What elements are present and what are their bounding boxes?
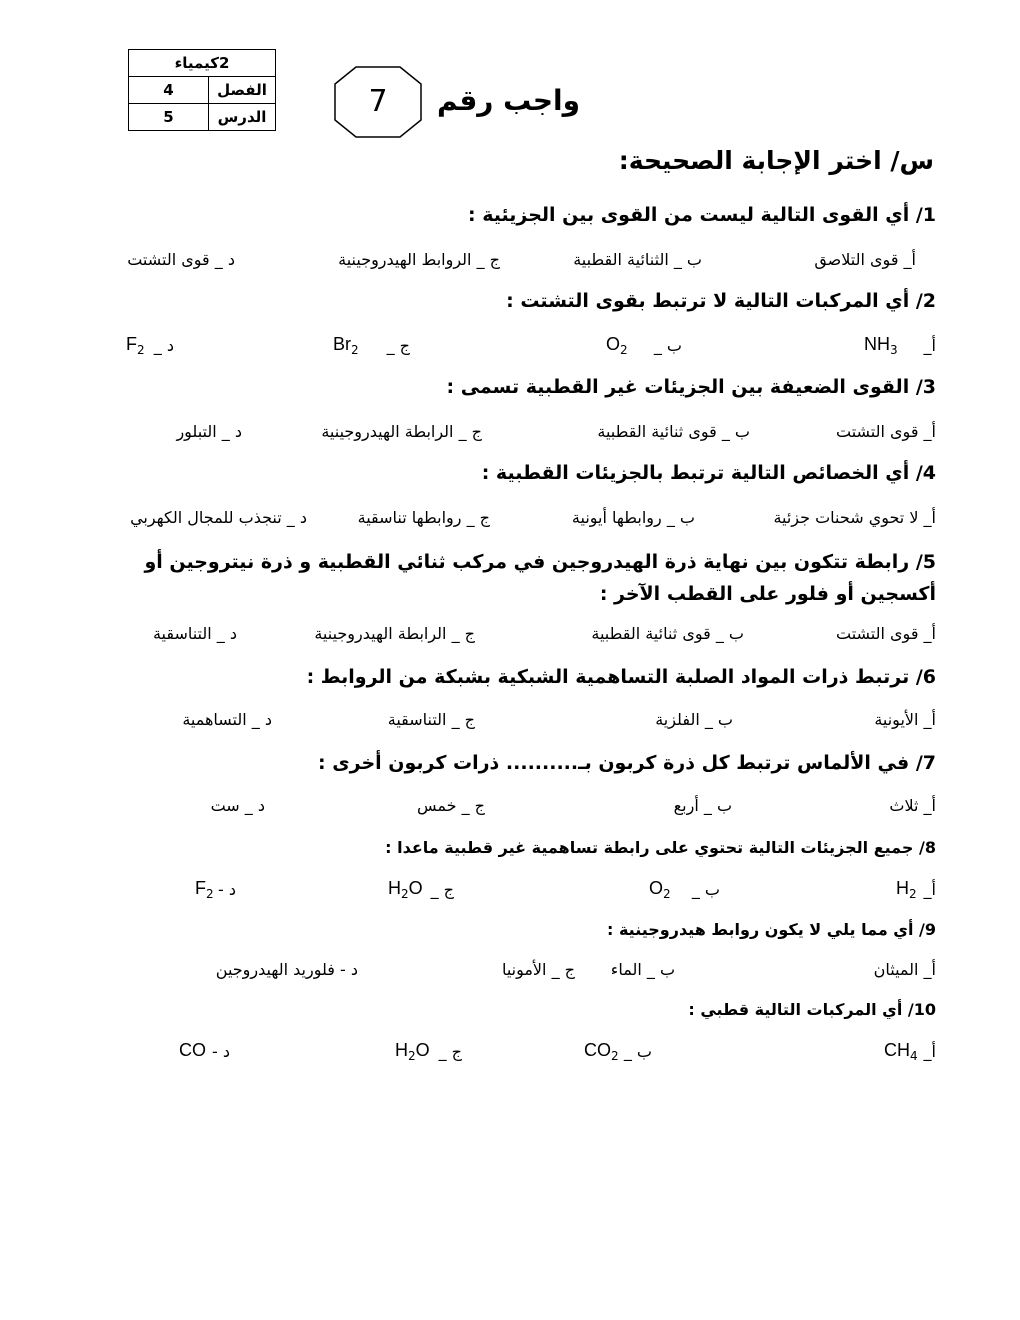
q3-option-a: أ_ قوى التشتت [835, 422, 936, 441]
q10-formula-b: $CO_2$ [584, 1040, 619, 1064]
q2-option-c: ج _ [386, 336, 410, 355]
q2-formula-a: $NH_3$ [864, 334, 898, 358]
question-10: 10/ أي المركبات التالية قطبي : [688, 1000, 936, 1019]
question-3: 3/ القوى الضعيفة بين الجزيئات غير القطبية تسمى : [446, 376, 936, 398]
q10-option-d: د - [212, 1042, 230, 1061]
section-title: س/ اختر الإجابة الصحيحة: [618, 146, 934, 175]
info-table [128, 49, 276, 131]
chapter-label: الفصل [209, 77, 276, 104]
q1-option-a: أ_ قوى التلاصق [814, 250, 916, 269]
q3-option-b: ب _ قوى ثنائية القطبية [597, 422, 750, 441]
q3-option-d: د _ التبلور [176, 422, 242, 441]
q6-option-c: ج _ التناسقية [387, 710, 475, 729]
q7-option-a: أ_ ثلاث [889, 796, 936, 815]
q5-option-a: أ_ قوى التشتت [835, 624, 936, 643]
q8-option-b: ب _ [691, 880, 720, 899]
q9-option-d: د - فلوريد الهيدروجين [215, 960, 358, 979]
q8-formula-d: $F_2$ [195, 878, 214, 902]
q2-option-b: ب _ [653, 336, 682, 355]
subject-cell: 2كيمياء [129, 50, 276, 77]
q8-option-c: ج _ [430, 880, 454, 899]
q7-option-d: د _ ست [210, 796, 265, 815]
q2-formula-d: $F_2$ [126, 334, 145, 358]
q7-option-c: ج _ خمس [416, 796, 485, 815]
q4-option-b: ب _ روابطها أيونية [571, 508, 695, 527]
q1-option-d: د _ قوى التشتت [127, 250, 235, 269]
q4-option-d: د _ تنجذب للمجال الكهربي [130, 508, 307, 527]
q2-formula-c: $Br_2$ [333, 334, 359, 358]
homework-number: 7 [368, 84, 388, 119]
lesson-value: 5 [129, 104, 209, 131]
q5-option-c: ج _ الرابطة الهيدروجينية [314, 624, 475, 643]
q2-option-d: د _ [153, 336, 174, 355]
q3-option-c: ج _ الرابطة الهيدروجينية [321, 422, 482, 441]
question-9: 9/ أي مما يلي لا يكون روابط هيدروجينية : [606, 920, 936, 939]
q10-option-a: أ_ [923, 1042, 936, 1061]
homework-title: واجب رقم [437, 84, 580, 117]
q8-option-a: أ_ [923, 880, 936, 899]
q8-formula-c: $H_2O$ [388, 878, 423, 902]
lesson-label: الدرس [209, 104, 276, 131]
question-1: 1/ أي القوى التالية ليست من القوى بين الجزيئية : [468, 204, 936, 226]
q6-option-b: ب _ الفلزية [655, 710, 733, 729]
question-7: 7/ في الألماس ترتبط كل ذرة كربون بـ.......... ذرات كربون أخرى : [318, 752, 936, 774]
q9-option-c: ج _ الأمونيا [501, 960, 575, 979]
q5-option-b: ب _ قوى ثنائية القطبية [591, 624, 744, 643]
q2-option-a: أ_ [923, 336, 936, 355]
q10-option-b: ب _ [623, 1042, 652, 1061]
q2-formula-b: $O_2$ [606, 334, 628, 358]
q9-option-a: أ_ الميثان [873, 960, 936, 979]
q8-formula-b: $O_2$ [649, 878, 671, 902]
q5-option-d: د _ التناسقية [152, 624, 237, 643]
q6-option-a: أ_ الأيونية [874, 710, 936, 729]
q10-formula-c: $H_2O$ [395, 1040, 430, 1064]
q8-formula-a: $H_2$ [896, 878, 917, 902]
question-4: 4/ أي الخصائص التالية ترتبط بالجزيئات القطبية : [481, 462, 936, 484]
q8-option-d: د - [218, 880, 236, 899]
question-6: 6/ ترتبط ذرات المواد الصلبة التساهمية الشبكية بشبكة من الروابط : [306, 666, 936, 688]
q4-option-a: أ_ لا تحوي شحنات جزئية [773, 508, 936, 527]
q7-option-b: ب _ أربع [673, 796, 732, 815]
q4-option-c: ج _ روابطها تناسقية [357, 508, 490, 527]
q10-formula-d: CO [179, 1040, 206, 1060]
question-8: 8/ جميع الجزيئات التالية تحتوي على رابطة تساهمية غير قطبية ماعدا : [385, 838, 936, 857]
question-5: 5/ رابطة تتكون بين نهاية ذرة الهيدروجين في مركب ثنائي القطبية و ذرة نيتروجين أو أكسجين أو فلور على القطب الآخر : [144, 551, 936, 605]
q6-option-d: د _ التساهمية [182, 710, 272, 729]
q1-option-b: ب _ الثنائية القطبية [573, 250, 702, 269]
q10-formula-a: $CH_4$ [884, 1040, 918, 1064]
question-2: 2/ أي المركبات التالية لا ترتبط بقوى التشتت : [506, 290, 936, 312]
q9-option-b: ب _ الماء [610, 960, 675, 979]
q10-option-c: ج _ [438, 1042, 462, 1061]
chapter-value: 4 [129, 77, 209, 104]
q1-option-c: ج _ الروابط الهيدروجينية [338, 250, 500, 269]
